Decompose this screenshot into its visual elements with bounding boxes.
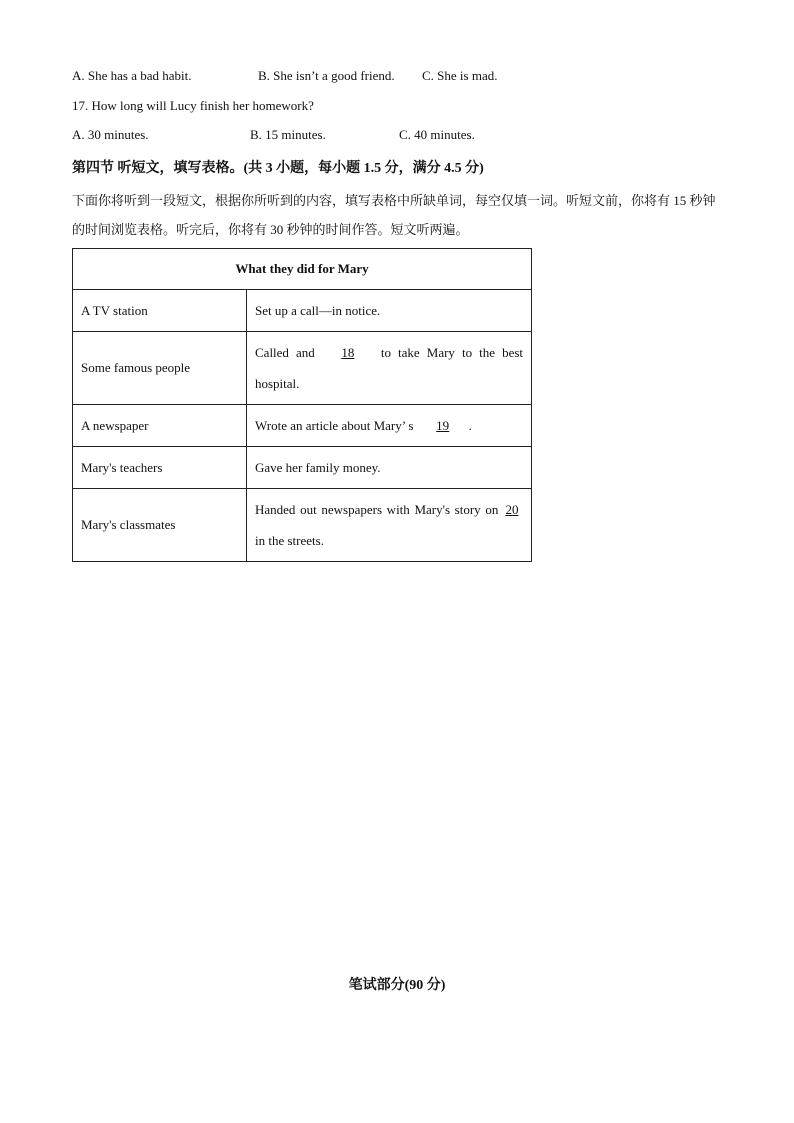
q17-question: 17. How long will Lucy finish her homework? xyxy=(72,98,314,113)
q17-option-c: C. 40 minutes. xyxy=(399,127,475,142)
q16-option-b: B. She isn’t a good friend. xyxy=(258,68,395,83)
blank-20[interactable]: 20 xyxy=(505,502,519,517)
table-row xyxy=(73,332,532,405)
q16-options xyxy=(72,68,724,86)
row-what-text: Handed out newspapers with Mary's story on xyxy=(255,502,499,517)
table-row xyxy=(73,405,532,447)
row-what xyxy=(247,290,532,332)
row-what-text: Called and xyxy=(255,345,315,360)
row-who: Mary's classmates xyxy=(73,489,247,562)
q16-option-a: A. She has a bad habit. xyxy=(72,68,192,83)
row-what xyxy=(247,489,532,562)
row-what-text: Gave her family money. xyxy=(255,459,381,475)
row-who: A newspaper xyxy=(73,405,247,447)
table-row xyxy=(73,290,532,332)
row-what xyxy=(247,405,532,447)
blank-18[interactable]: 18 xyxy=(341,345,355,360)
row-what-text-after: . xyxy=(468,417,472,433)
row-who: A TV station xyxy=(73,290,247,332)
answer-table xyxy=(72,248,532,562)
row-what-text-after: to take Mary to the best hospital. xyxy=(255,345,524,391)
row-what-text: Set up a call—in notice. xyxy=(255,302,381,318)
written-part-heading: 笔试部分(90 分) xyxy=(348,978,446,993)
q17-option-a: A. 30 minutes. xyxy=(72,127,149,142)
table-header: What they did for Mary xyxy=(73,249,532,290)
row-who: Some famous people xyxy=(73,332,247,405)
section4-instructions: 下面你将听到一段短文，根据你所听到的内容，填写表格中所缺单词，每空仅填一词。听短文前，你将有 15 秒钟的时间浏览表格。听完后，你将有 30 秒钟的时间作答。短文听两遍。 xyxy=(72,193,716,237)
section4-heading: 第四节 听短文，填写表格。(共 3 小题，每小题 1.5 分，满分 4.5 分) xyxy=(72,161,484,176)
row-what-text-after: in the streets. xyxy=(255,533,324,548)
row-what xyxy=(247,332,532,405)
row-who: Mary's teachers xyxy=(73,447,247,489)
row-what-text: Wrote an article about Mary’ s xyxy=(255,417,414,433)
blank-19[interactable]: 19 xyxy=(436,417,450,433)
q16-option-c: C. She is mad. xyxy=(422,68,498,83)
table-row xyxy=(73,489,532,562)
q17-option-b: B. 15 minutes. xyxy=(250,127,326,142)
table-row xyxy=(73,447,532,489)
q17-options xyxy=(72,127,724,145)
row-what xyxy=(247,447,532,489)
